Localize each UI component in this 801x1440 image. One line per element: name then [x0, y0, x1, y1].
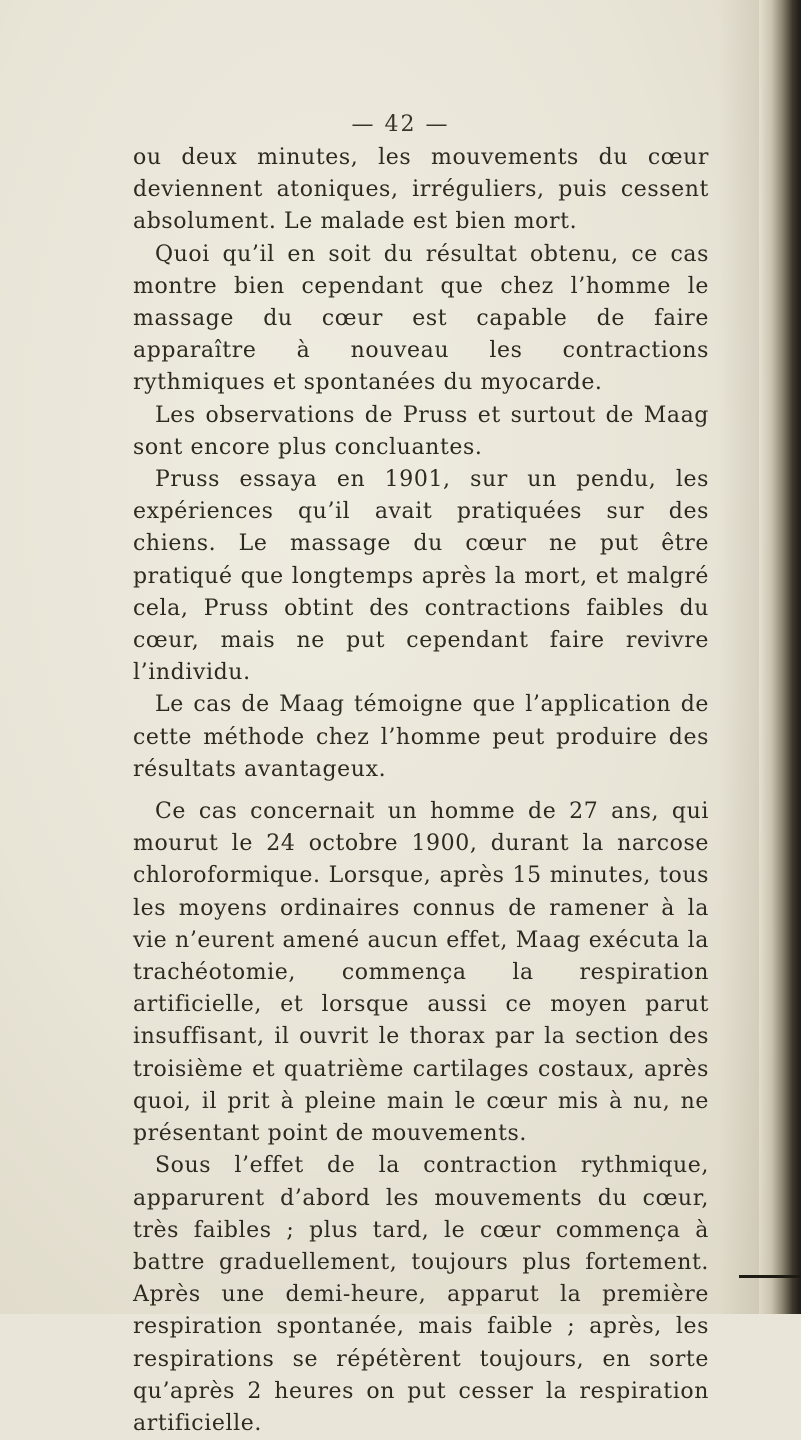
paragraph-1: ou deux minutes, les mouvements du cœur deviennent atoniques, irréguliers, puis cessent absolument. Le malade est bien mort. — [133, 145, 709, 235]
paragraph-3: Les observations de Pruss et surtout de Maag sont encore plus concluantes. — [133, 402, 709, 460]
page-number: — 42 — — [351, 112, 450, 137]
paragraph-7: Sous l’effet de la contraction rythmique, apparurent d’abord les mouvements du cœur, très faibles ; plus tard, le cœur commença à battre graduellement, toujours plus fortement. Après une demi-heure, apparut la première respiration spontanée, mais faible ; après, les respirations se répétèrent toujours, en sorte qu’après 2 heures on put cesser la respiration artificielle. — [133, 1153, 709, 1436]
paragraph-2: Quoi qu’il en soit du résultat obtenu, ce cas montre bien cependant que chez l’homme le massage du cœur est capable de faire apparaître à nouveau les contractions rythmiques et spontanées du myocarde. — [133, 241, 709, 396]
paragraph-6: Ce cas concernait un homme de 27 ans, qui mourut le 24 octobre 1900, durant la narcose chloroformique. Lorsque, après 15 minutes, tous les moyens ordinaires connus de ramener à la vie n’eurent amené aucun effet, Maag exécuta la trachéotomie, commença la respiration artificielle, et lorsque aussi ce moyen parut insuffisant, il ouvrit le thorax par la section des troisième et quatrième cartilages costaux, après quoi, il prit à pleine main le cœur mis à nu, ne présentant point de mouvements. — [133, 799, 709, 1147]
paragraph-4: Pruss essaya en 1901, sur un pendu, les expériences qu’il avait pratiquées sur des chiens. Le massage du cœur ne put être pratiqué que longtemps après la mort, et malgré cela, Pruss obtint des contractions faibles du cœur, mais ne put cependant faire revivre l’individu. — [133, 467, 709, 686]
page-edge-mark — [739, 1275, 801, 1278]
body-text — [133, 142, 709, 1440]
book-binding-edge — [759, 0, 801, 1314]
binding-shadow — [719, 0, 759, 1314]
paragraph-5: Le cas de Maag témoigne que l’application de cette méthode chez l’homme peut produire des résultats avantageux. — [133, 692, 709, 782]
